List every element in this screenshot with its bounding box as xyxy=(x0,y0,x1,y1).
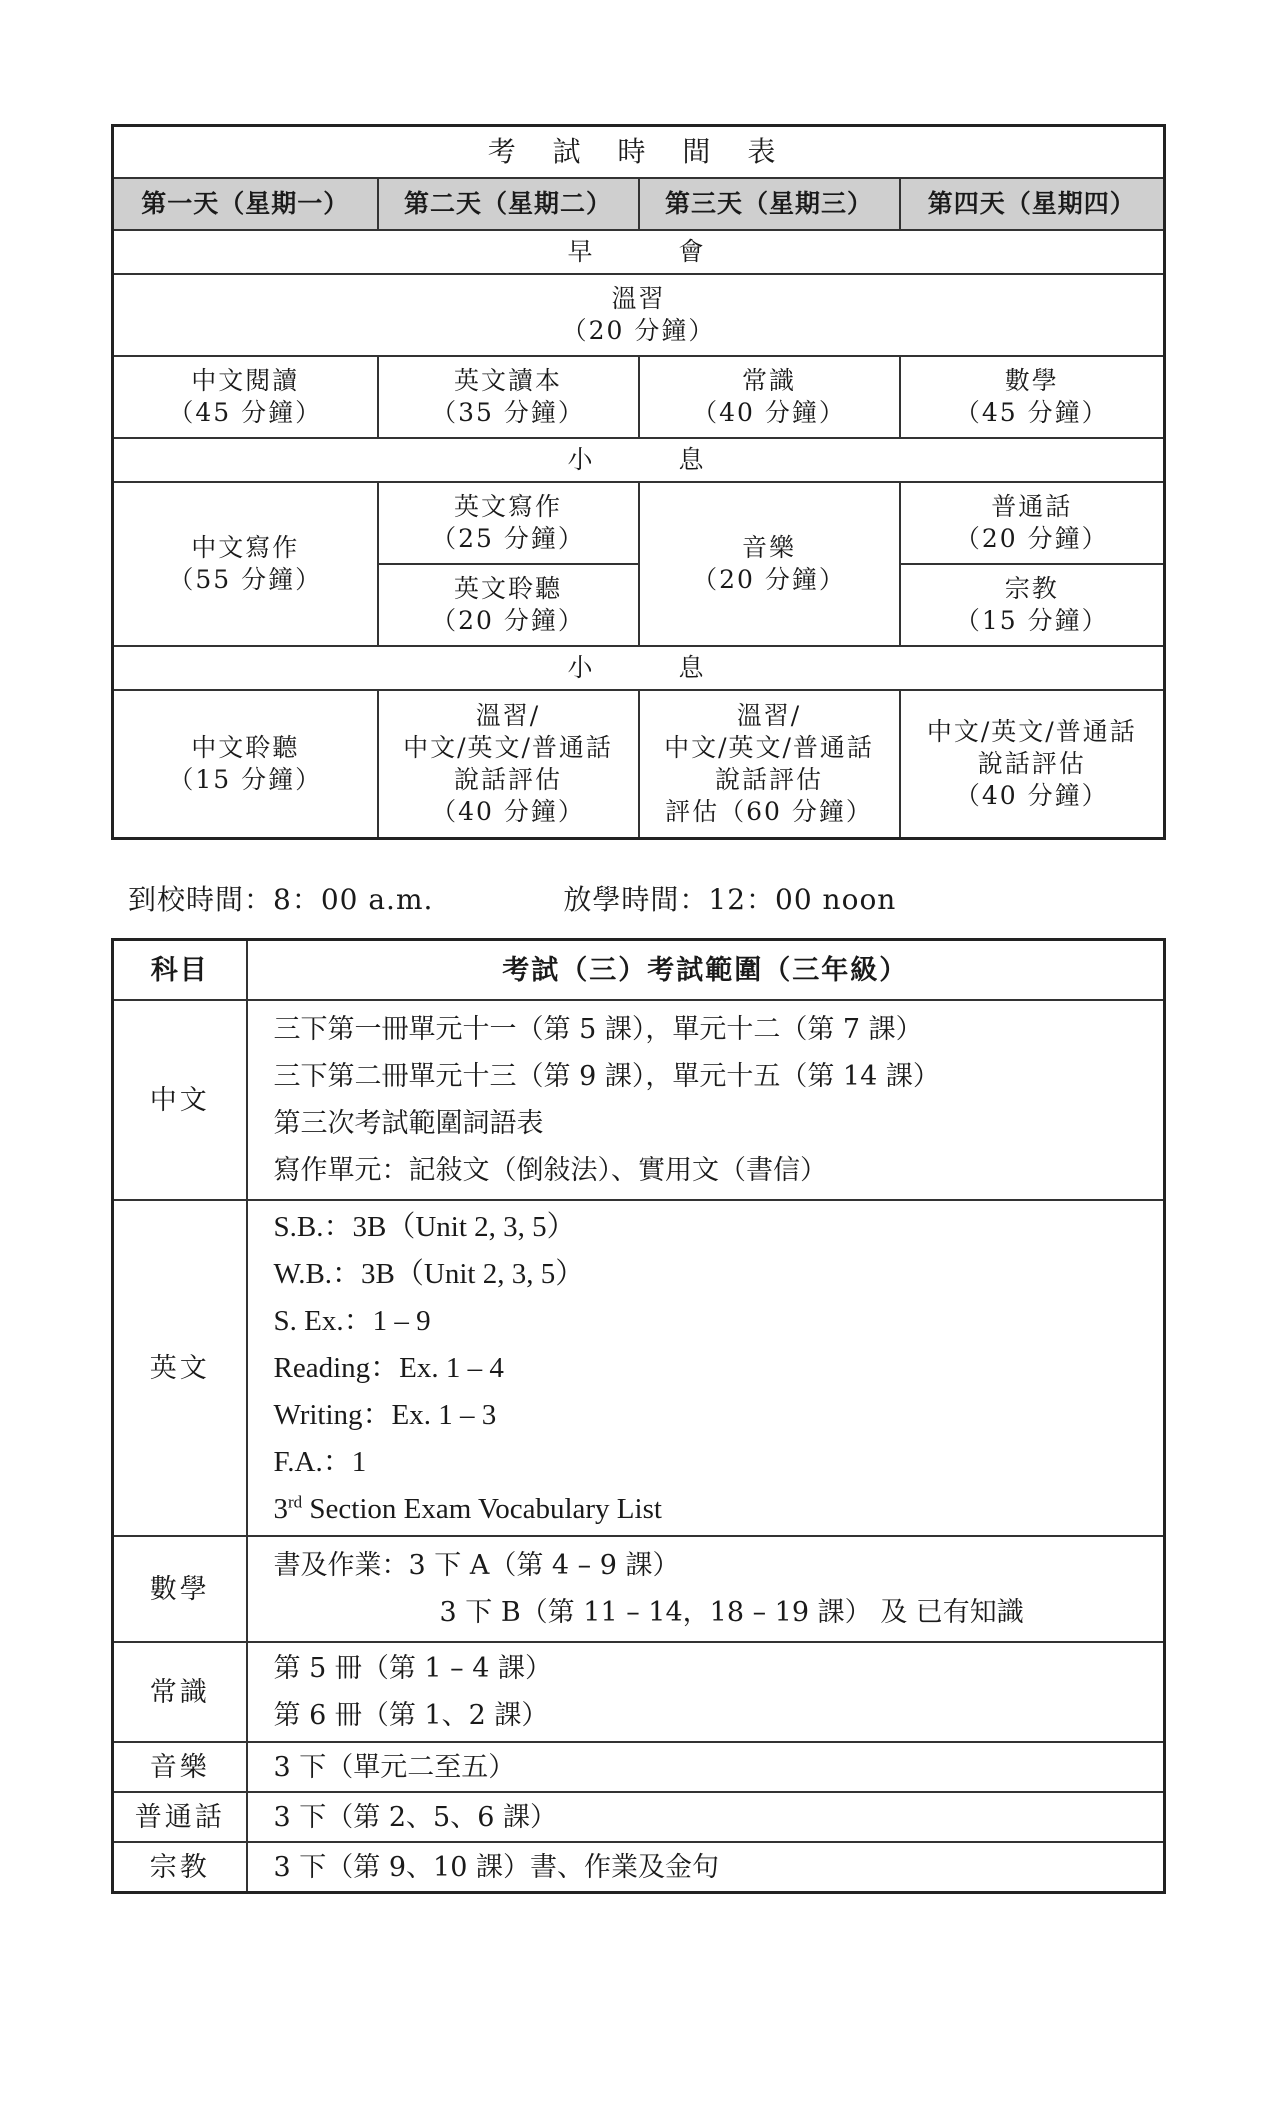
assembly-row xyxy=(113,230,1165,274)
scope-header-title: 考試（三）考試範圍（三年級） xyxy=(247,940,1165,1001)
chinese-line-1: 三下第一冊單元十一（第 5 課），單元十二（第 7 課） xyxy=(273,1014,923,1045)
break2-char-2: 息 xyxy=(678,653,710,682)
period1-day3: 常識 （40 分鐘） xyxy=(692,366,846,427)
english-line-3: S. Ex.：1 – 9 xyxy=(273,1304,431,1337)
english-line-5: Writing：Ex. 1 – 3 xyxy=(273,1398,497,1431)
period1-day2: 英文讀本 （35 分鐘） xyxy=(431,366,585,427)
day-1-header: 第一天（星期一） xyxy=(113,178,378,230)
assembly-char-2: 會 xyxy=(678,237,710,266)
day-4-header: 第四天（星期四） xyxy=(900,178,1165,230)
subject-english: 英文 xyxy=(113,1200,247,1536)
subject-music: 音樂 xyxy=(113,1742,247,1792)
break-1-row xyxy=(113,438,1165,482)
subject-math: 數學 xyxy=(113,1536,247,1642)
period1-day4: 數學 （45 分鐘） xyxy=(954,366,1109,427)
break1-char-2: 息 xyxy=(678,445,710,474)
exam-scope-table xyxy=(111,938,1166,1894)
scope-row-putonghua xyxy=(113,1792,1165,1842)
subject-chinese: 中文 xyxy=(113,1000,247,1200)
period3-day4: 中文/英文/普通話 說話評估 （40 分鐘） xyxy=(926,717,1137,810)
scope-row-english xyxy=(113,1200,1165,1536)
dismissal-time: 放學時間：12：00 noon xyxy=(563,883,897,916)
vocab-number: 3 xyxy=(273,1492,288,1525)
arrival-time: 到校時間：8：00 a.m. xyxy=(128,883,434,916)
english-line-4: Reading：Ex. 1 – 4 xyxy=(273,1351,504,1384)
english-vocab-line xyxy=(274,1486,1164,1533)
break2-char-1: 小 xyxy=(567,653,599,682)
period-3-row xyxy=(113,690,1165,839)
exam-schedule-table xyxy=(111,124,1166,840)
scope-row-general-studies xyxy=(113,1642,1165,1742)
gs-line-1: 第 5 冊（第 1 – 4 課） xyxy=(273,1653,553,1684)
period2-day1: 中文寫作 （55 分鐘） xyxy=(168,533,323,594)
english-line-2: W.B.：3B（Unit 2, 3, 5） xyxy=(273,1257,585,1290)
period3-day3: 溫習/ 中文/英文/普通話 說話評估 評估（60 分鐘） xyxy=(664,701,874,826)
period1-day1: 中文閱讀 （45 分鐘） xyxy=(168,366,323,427)
period3-day2: 溫習/ 中文/英文/普通話 說話評估 （40 分鐘） xyxy=(403,701,613,826)
chinese-line-3: 第三次考試範圍詞語表 xyxy=(273,1108,544,1139)
scope-row-math xyxy=(113,1536,1165,1642)
revision-row xyxy=(113,274,1165,356)
scope-row-chinese xyxy=(113,1000,1165,1200)
chinese-line-4: 寫作單元：記敍文（倒敍法）、實用文（書信） xyxy=(273,1155,827,1186)
revision-text: 溫習 （20 分鐘） xyxy=(561,284,716,345)
subject-religion: 宗教 xyxy=(113,1842,247,1893)
scope-row-religion xyxy=(113,1842,1165,1893)
english-line-1: S.B.：3B（Unit 2, 3, 5） xyxy=(273,1210,576,1243)
period2-day4-a: 普通話 （20 分鐘） xyxy=(954,492,1109,553)
subject-general-studies: 常識 xyxy=(113,1642,247,1742)
english-line-6: F.A.：1 xyxy=(273,1445,367,1478)
period2-day2-b: 英文聆聽 （20 分鐘） xyxy=(431,574,585,635)
scope-header-subject: 科目 xyxy=(113,940,247,1001)
assembly-char-1: 早 xyxy=(567,237,599,266)
period2-day4-b: 宗教 （15 分鐘） xyxy=(954,574,1109,635)
school-times xyxy=(128,878,896,918)
period-1-row xyxy=(113,356,1165,438)
scope-row-music xyxy=(113,1742,1165,1792)
day-2-header: 第二天（星期二） xyxy=(378,178,639,230)
day-3-header: 第三天（星期三） xyxy=(639,178,900,230)
math-line-1: 書及作業：3 下 A（第 4 – 9 課） xyxy=(273,1550,680,1581)
putonghua-line-1: 3 下（第 2、5、6 課） xyxy=(273,1801,557,1833)
period2-day2-a: 英文寫作 （25 分鐘） xyxy=(431,492,585,553)
scope-header-row xyxy=(113,940,1165,1001)
period-2-row-a xyxy=(113,482,1165,564)
break-2-row xyxy=(113,646,1165,690)
break1-char-1: 小 xyxy=(567,445,599,474)
period3-day1: 中文聆聽 （15 分鐘） xyxy=(168,733,323,794)
math-line-2: 3 下 B（第 11 – 14，18 – 19 課） 及 已有知識 xyxy=(439,1597,1024,1628)
music-line-1: 3 下（單元二至五） xyxy=(273,1751,516,1783)
gs-line-2: 第 6 冊（第 1、2 課） xyxy=(273,1700,549,1731)
subject-putonghua: 普通話 xyxy=(113,1792,247,1842)
schedule-title: 考 試 時 間 表 xyxy=(113,126,1165,179)
day-header-row xyxy=(113,178,1165,230)
religion-line-1: 3 下（第 9、10 課）書、作業及金句 xyxy=(273,1851,719,1883)
period2-day3: 音樂 （20 分鐘） xyxy=(692,533,846,594)
vocab-text: Section Exam Vocabulary List xyxy=(302,1492,662,1525)
chinese-line-2: 三下第二冊單元十三（第 9 課），單元十五（第 14 課） xyxy=(273,1061,940,1092)
vocab-ordinal: rd xyxy=(288,1491,303,1511)
